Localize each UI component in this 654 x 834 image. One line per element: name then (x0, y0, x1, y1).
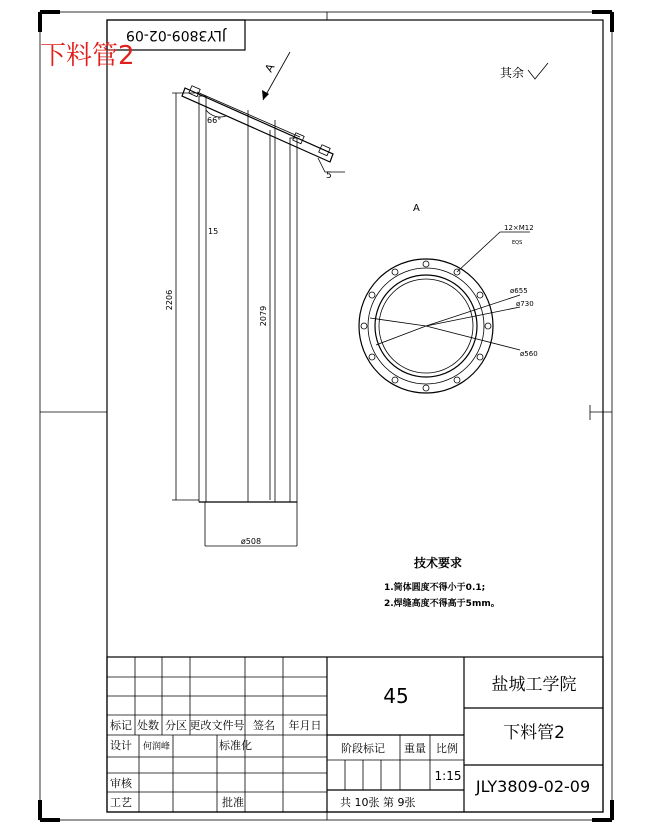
tech-title: 技术要求 (414, 556, 463, 570)
part-name: 下料管2 (503, 723, 565, 743)
stage-mark-label: 阶段标记 (341, 742, 385, 755)
approve-label: 批准 (222, 796, 244, 809)
outer-frame (40, 12, 612, 820)
view-arrow-label: A (262, 61, 278, 75)
right-wall (290, 138, 297, 502)
pipe-view (165, 52, 345, 546)
header-sign: 签名 (253, 719, 275, 732)
corner-marks (40, 12, 612, 820)
material: 45 (383, 684, 409, 708)
header-mark: 标记 (110, 719, 132, 732)
slanted-flange (182, 88, 333, 162)
weld-symbol: 5 (326, 171, 332, 181)
header-change-doc: 更改文件号 (189, 719, 245, 732)
tech-item-2: 2.焊缝高度不得高于5mm。 (384, 599, 500, 609)
scale-value: 1:15 (434, 769, 462, 783)
overlay-title: 下料管2 (40, 41, 135, 71)
left-wall (199, 96, 206, 502)
thickness-label: 15 (208, 227, 219, 236)
tech-item-1: 1.筒体圆度不得小于0.1; (384, 583, 486, 593)
bolt-spec-sub: EQS (512, 240, 523, 246)
review-label: 审核 (110, 777, 132, 790)
header-date: 年月日 (288, 719, 322, 732)
dia-560-label: ø560 (520, 350, 538, 358)
header-count: 处数 (137, 719, 159, 732)
height-outer-label: 2206 (165, 289, 174, 311)
standardize-label: 标准化 (219, 739, 252, 752)
sheet-count: 共 10张 第 9张 (340, 796, 416, 809)
dia-655-label: ø655 (510, 287, 528, 295)
drawing-number: JLY3809-02-09 (475, 777, 591, 796)
header-zone: 分区 (165, 719, 187, 732)
surface-note-text: 其余 (500, 66, 525, 80)
bolt-spec: 12×M12 (504, 224, 534, 232)
centering-marks (40, 12, 612, 820)
process-label: 工艺 (110, 796, 132, 809)
design-label: 设计 (110, 739, 132, 752)
bottom-diameter-label: ø508 (240, 537, 262, 546)
view-label: A (413, 203, 420, 214)
surface-roughness-note (500, 63, 548, 80)
weight-label: 重量 (404, 742, 426, 755)
roughness-symbol-icon (528, 63, 548, 79)
ratio-label: 比例 (436, 742, 458, 755)
height-inner-label: 2079 (259, 305, 268, 327)
dia-730-label: ø730 (516, 300, 534, 308)
angle-label: 66° (207, 116, 222, 125)
school-name: 盐城工学院 (491, 675, 577, 695)
title-block (107, 657, 603, 812)
tech-requirements (384, 555, 500, 609)
designer-name: 何润峰 (143, 742, 171, 752)
view-a-flange (359, 203, 538, 393)
rotated-drawing-number: JLY3809-02-09 (126, 27, 226, 43)
view-arrow (263, 52, 290, 100)
